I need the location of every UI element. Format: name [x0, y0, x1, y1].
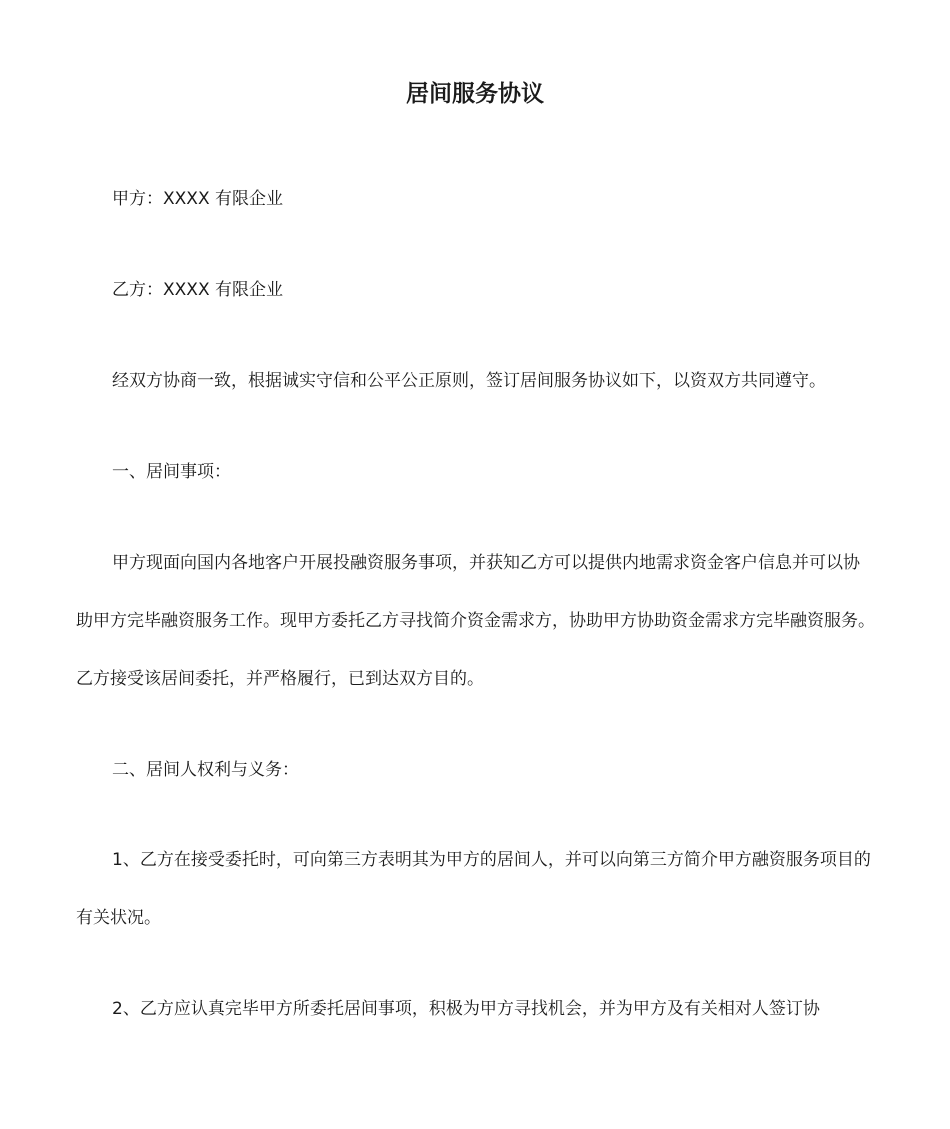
section-2-heading: 二、居间人权利与义务： [112, 760, 299, 780]
party-b-line: 乙方：XXXX 有限企业 [112, 280, 283, 300]
section-1-heading: 一、居间事项： [112, 462, 231, 482]
document-title: 居间服务协议 [406, 81, 544, 107]
section-2-item-1: 1、乙方在接受委托时，可向第三方表明其为甲方的居间人，并可以向第三方简介甲方融资服务项目的有关状况。 [76, 850, 871, 928]
section-1-body: 甲方现面向国内各地客户开展投融资服务事项，并获知乙方可以提供内地需求资金客户信息并可以协助甲方完毕融资服务工作。现甲方委托乙方寻找简介资金需求方，协助甲方协助资金需求方完毕融资服务。乙方接受该居间委托，并严格履行，已到达双方目的。 [76, 553, 875, 689]
section-2-item-2: 2、乙方应认真完毕甲方所委托居间事项，积极为甲方寻找机会，并为甲方及有关相对人签订协 [112, 999, 820, 1019]
intro-paragraph: 经双方协商一致，根据诚实守信和公平公正原则，签订居间服务协议如下，以资双方共同遵守。 [112, 371, 826, 391]
party-a-line: 甲方：XXXX 有限企业 [112, 189, 283, 209]
